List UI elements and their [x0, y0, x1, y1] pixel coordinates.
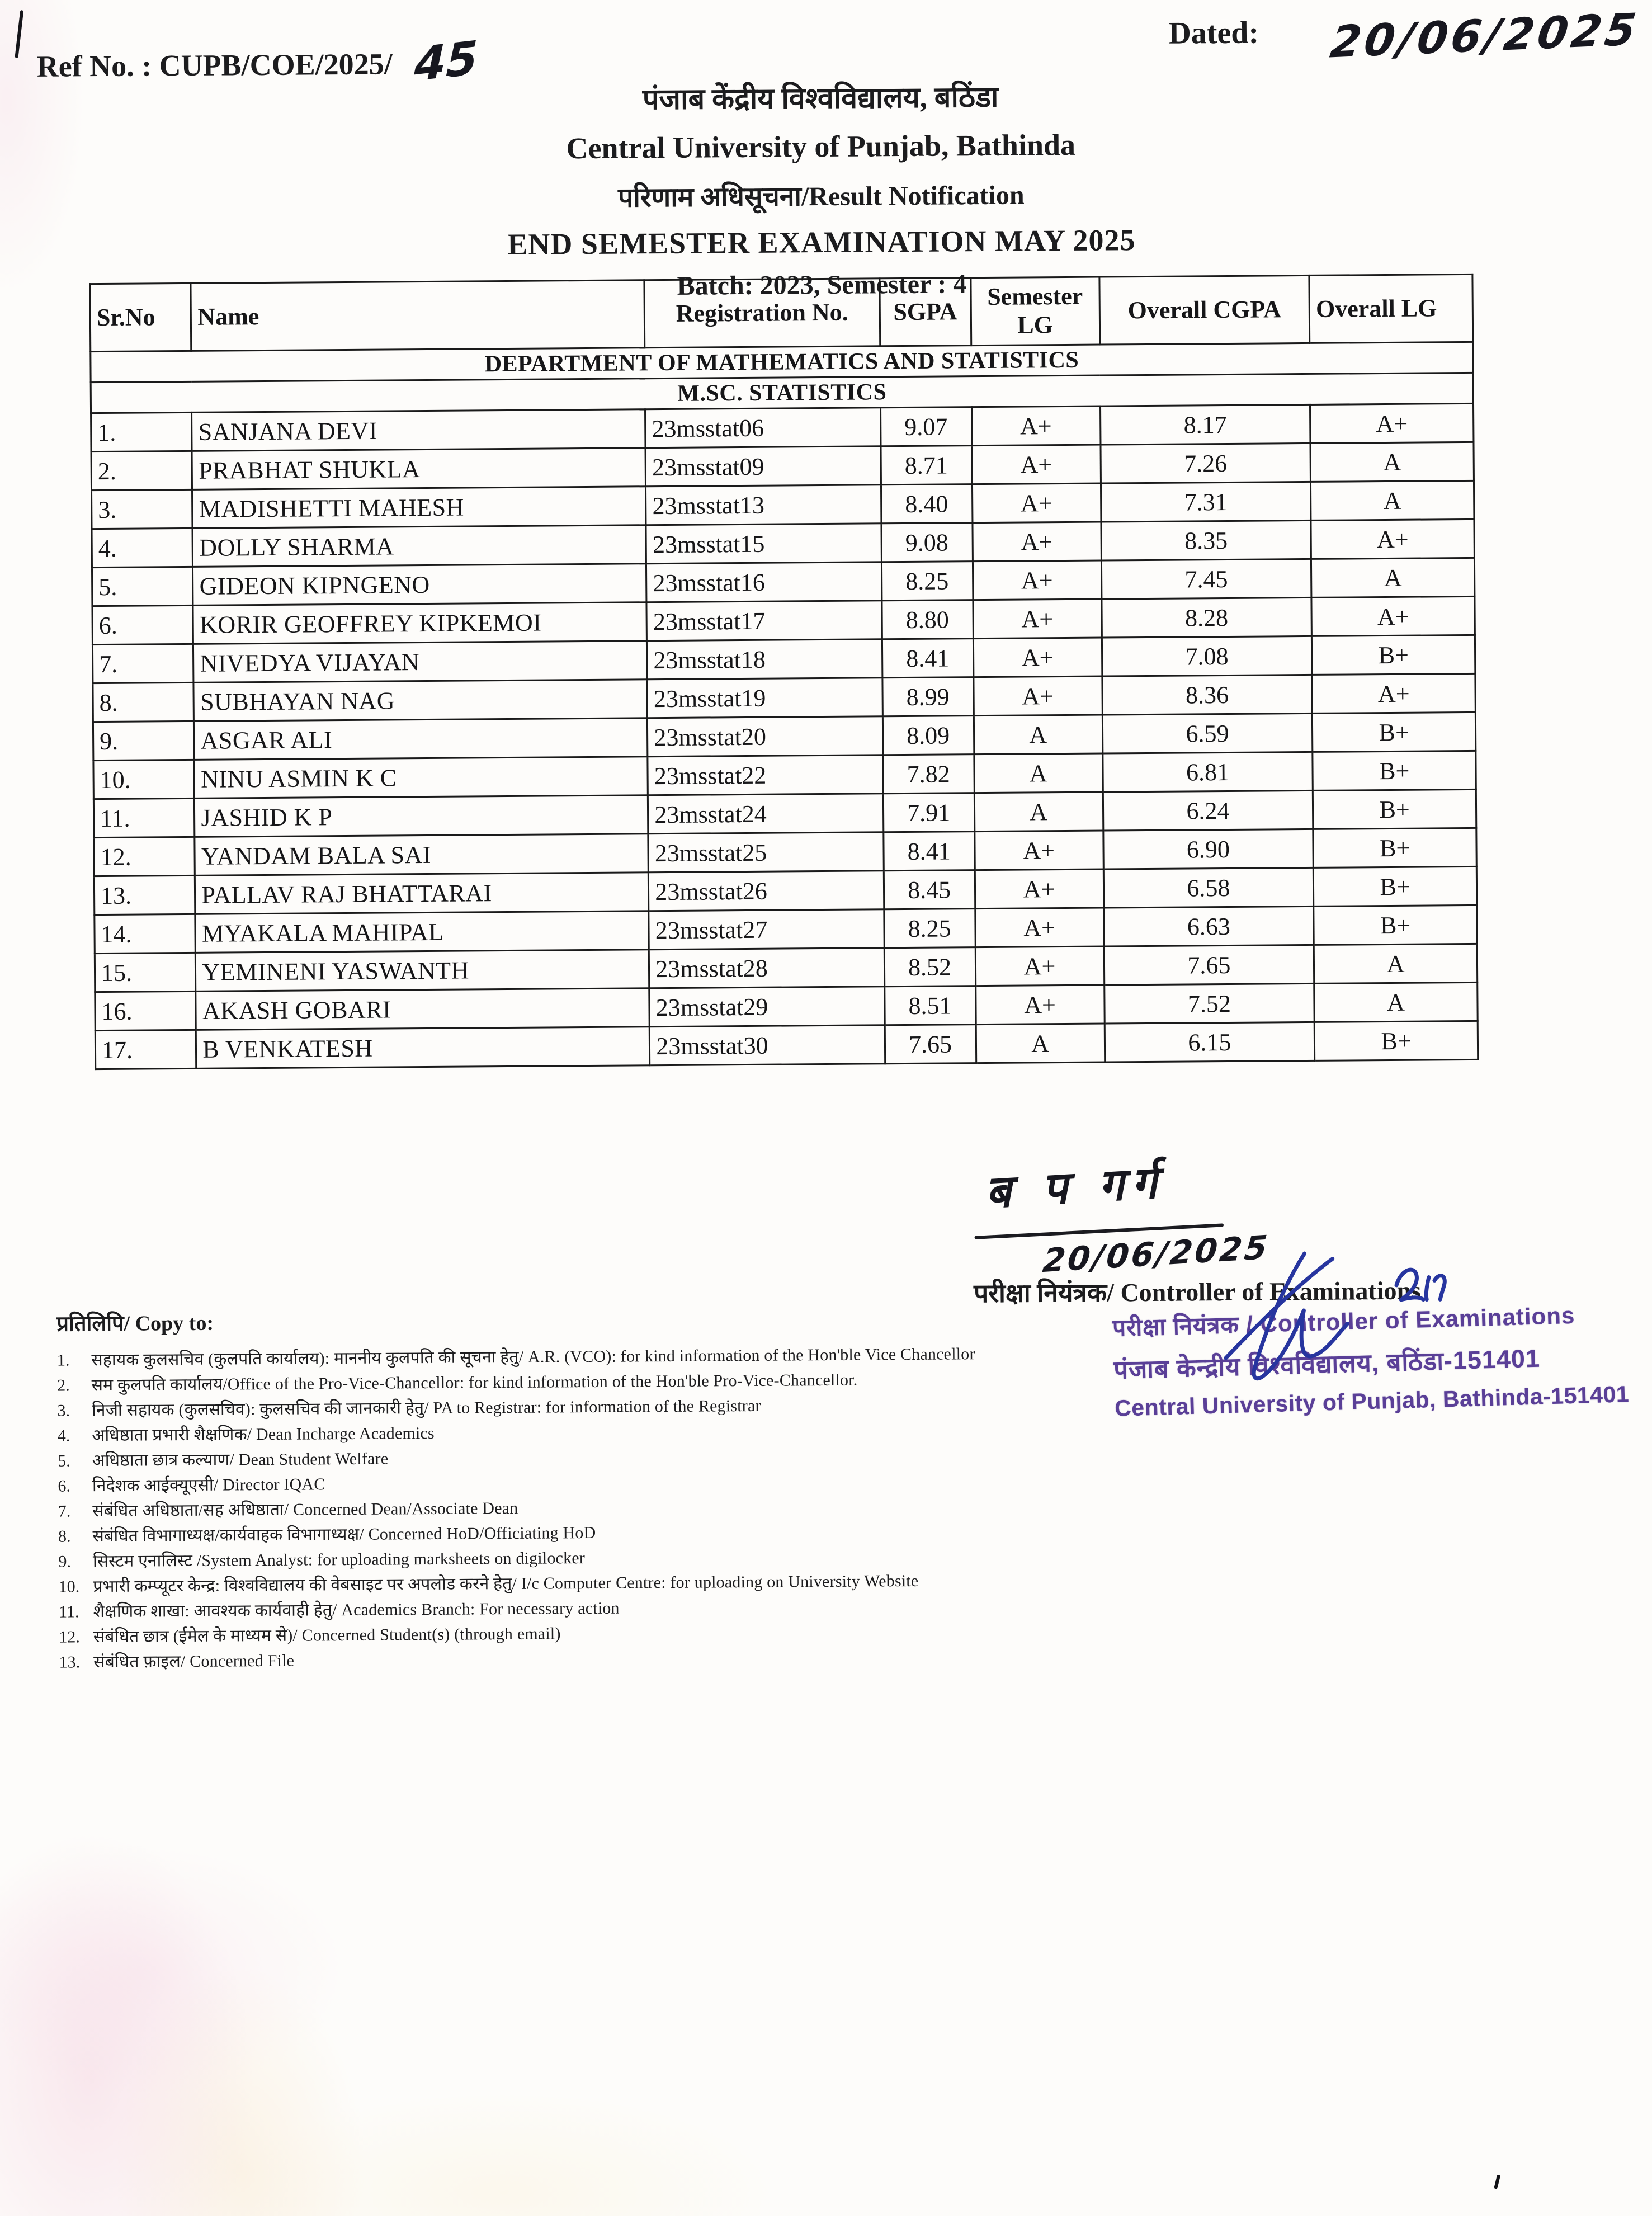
- table-header-row: [90, 274, 1473, 351]
- result-rows: [91, 403, 1478, 1069]
- copy-to-item-text: सिस्टम एनालिस्ट /System Analyst: for uploading marksheets on digilocker: [92, 1549, 586, 1571]
- cell-sgpa: 8.09: [882, 716, 974, 755]
- cell-srno: 1.: [91, 412, 192, 451]
- cell-overall-lg: A+: [1311, 596, 1475, 636]
- copy-to-list: [57, 1341, 978, 1675]
- ref-number-handwritten: 45: [413, 31, 479, 92]
- cell-registration: 23msstat18: [647, 639, 882, 680]
- cell-semester-lg: A+: [974, 831, 1103, 870]
- copy-to-item-text: अधिष्ठाता छात्र कल्याण/ Dean Student Welfare: [92, 1449, 389, 1470]
- cell-registration: 23msstat25: [648, 832, 884, 873]
- cell-sgpa: 9.08: [881, 523, 973, 562]
- cell-overall-lg: A: [1314, 944, 1478, 983]
- document-header: [0, 72, 1648, 307]
- copy-to-item-number: 13.: [59, 1653, 81, 1672]
- cell-srno: 17.: [95, 1030, 196, 1069]
- cell-name: NINU ASMIN K C: [194, 757, 648, 799]
- copy-to-item-number: 1.: [56, 1351, 70, 1370]
- university-name-english: Central University of Punjab, Bathinda: [566, 128, 1076, 166]
- cell-overall-cgpa: 7.31: [1101, 482, 1311, 522]
- stamp-signature-ink: [1188, 1246, 1480, 1404]
- cell-sgpa: 8.71: [881, 446, 973, 485]
- copy-to-item-text: निजी सहायक (कुलसचिव): कुलसचिव की जानकारी हेतु/ PA to Registrar: for information of the Registrar: [91, 1396, 761, 1420]
- copy-to-heading: प्रतिलिपि/ Copy to:: [56, 1311, 214, 1336]
- cell-name: JASHID K P: [195, 795, 648, 837]
- cell-semester-lg: A+: [972, 445, 1101, 484]
- cell-semester-lg: A+: [974, 676, 1102, 716]
- notification-title: परिणाम अधिसूचना/Result Notification: [617, 180, 1025, 213]
- cell-registration: 23msstat13: [646, 485, 881, 525]
- cell-name: MYAKALA MAHIPAL: [195, 911, 649, 953]
- cell-semester-lg: A+: [973, 522, 1101, 562]
- stamp-line2: पंजाब केन्द्रीय विश्वविद्यालय, बठिंडा-151401: [1113, 1343, 1541, 1384]
- copy-to-item-text: प्रभारी कम्प्यूटर केन्द्र: विश्वविद्यालय की वेबसाइट पर अपलोड करने हेतु/ I/c Computer Centre: for uploading on University Website: [93, 1571, 919, 1596]
- column-header: Semester LG: [971, 277, 1100, 346]
- cell-srno: 15.: [95, 953, 196, 992]
- cell-overall-cgpa: 6.15: [1105, 1022, 1315, 1062]
- controller-signature-handwritten: ब प गर्ग: [984, 1156, 1167, 1219]
- cell-registration: 23msstat27: [649, 909, 884, 950]
- cell-overall-lg: B+: [1313, 751, 1476, 790]
- cell-registration: 23msstat20: [648, 716, 883, 757]
- dated-label: Dated:: [1168, 15, 1259, 51]
- cell-sgpa: 8.25: [881, 562, 973, 601]
- cell-overall-lg: B+: [1313, 712, 1476, 752]
- copy-to-item-number: 2.: [57, 1376, 70, 1395]
- cell-name: DOLLY SHARMA: [192, 525, 646, 567]
- cell-semester-lg: A: [976, 1024, 1105, 1063]
- cell-name: PALLAV RAJ BHATTARAI: [195, 873, 649, 914]
- result-table: [89, 274, 1479, 1070]
- cell-srno: 16.: [95, 991, 196, 1030]
- cell-overall-cgpa: 7.52: [1104, 983, 1314, 1024]
- cell-registration: 23msstat17: [646, 601, 882, 641]
- cell-overall-lg: B+: [1314, 1021, 1478, 1060]
- cell-sgpa: 8.25: [884, 909, 975, 948]
- cell-overall-cgpa: 7.26: [1101, 443, 1311, 483]
- copy-to-item-text: अधिष्ठाता प्रभारी शैक्षणिक/ Dean Incharge Academics: [92, 1423, 435, 1445]
- cell-name: ASGAR ALI: [194, 718, 648, 760]
- program-header: M.SC. STATISTICS: [91, 373, 1473, 413]
- cell-srno: 9.: [93, 721, 194, 760]
- cell-semester-lg: A+: [973, 599, 1102, 639]
- copy-to-item-number: 7.: [58, 1502, 71, 1521]
- cell-overall-cgpa: 8.36: [1102, 675, 1312, 715]
- copy-to-section: [56, 1302, 977, 1675]
- cell-name: PRABHAT SHUKLA: [192, 448, 645, 490]
- cell-sgpa: 8.40: [881, 484, 973, 524]
- copy-to-item-text: सम कुलपति कार्यालय/Office of the Pro-Vice-Chancellor: for kind information of the Hon'ble Pro-Vice-Chancellor.: [91, 1370, 858, 1395]
- cell-overall-lg: B+: [1313, 828, 1476, 867]
- cell-overall-lg: A: [1314, 982, 1478, 1022]
- cell-srno: 7.: [92, 644, 193, 683]
- cell-overall-lg: B+: [1314, 866, 1477, 906]
- cell-overall-cgpa: 7.65: [1104, 945, 1314, 985]
- cell-srno: 13.: [94, 875, 195, 914]
- cell-overall-lg: B+: [1312, 635, 1475, 675]
- cell-registration: 23msstat16: [646, 562, 882, 602]
- cell-name: KORIR GEOFFREY KIPKEMOI: [193, 602, 646, 644]
- cell-srno: 3.: [92, 489, 193, 529]
- copy-to-item-number: 5.: [58, 1451, 70, 1470]
- copy-to-item-text: शैक्षणिक शाखा: आवश्यक कार्यवाही हेतु/ Academics Branch: For necessary action: [93, 1599, 620, 1621]
- cell-overall-lg: B+: [1313, 789, 1476, 829]
- copy-to-item-number: 10.: [58, 1577, 80, 1596]
- cell-registration: 23msstat19: [647, 678, 882, 718]
- cell-sgpa: 8.80: [881, 600, 973, 639]
- cell-semester-lg: A+: [973, 560, 1101, 600]
- stamp-line3: Central University of Punjab, Bathinda-151401: [1114, 1381, 1630, 1421]
- cell-overall-lg: A: [1311, 480, 1474, 520]
- cell-srno: 6.: [92, 605, 193, 644]
- copy-to-item-text: संबंधित विभागाध्यक्ष/कार्यवाहक विभागाध्यक्ष/ Concerned HoD/Officiating HoD: [92, 1523, 596, 1546]
- cell-name: B VENKATESH: [196, 1027, 650, 1069]
- cell-sgpa: 8.99: [882, 677, 974, 716]
- cell-name: YANDAM BALA SAI: [195, 834, 648, 876]
- batch-semester-line: Batch: 2023, Semester : 4: [677, 269, 967, 301]
- exam-title: END SEMESTER EXAMINATION MAY 2025: [507, 223, 1136, 261]
- signature-date-handwritten: 20/06/2025: [1041, 1228, 1271, 1280]
- cell-overall-lg: B+: [1314, 905, 1477, 945]
- cell-overall-lg: A: [1311, 558, 1475, 597]
- cell-sgpa: 7.82: [882, 755, 974, 794]
- cell-registration: 23msstat28: [649, 948, 885, 988]
- column-header: Registration No.: [644, 279, 880, 348]
- cell-semester-lg: A: [974, 753, 1102, 793]
- cell-srno: 14.: [95, 914, 196, 953]
- cell-semester-lg: A+: [972, 483, 1101, 523]
- cell-srno: 11.: [93, 798, 195, 837]
- copy-to-item-number: 9.: [58, 1552, 72, 1571]
- copy-to-item-text: सहायक कुलसचिव (कुलपति कार्यालय): माननीय कुलपति की सूचना हेतु/ A.R. (VCO): for kind information of the Hon'ble Vice Chancellor: [91, 1345, 975, 1370]
- cell-name: MADISHETTI MAHESH: [192, 487, 646, 529]
- cell-overall-cgpa: 6.59: [1102, 713, 1313, 753]
- cell-overall-cgpa: 8.17: [1100, 404, 1310, 445]
- copy-to-item-number: 4.: [57, 1426, 70, 1445]
- pen-mark-small-icon: [1494, 2174, 1500, 2189]
- copy-to-item-number: 6.: [58, 1477, 71, 1496]
- copy-to-item-text: निदेशक आईक्यूएसी/ Director IQAC: [92, 1475, 325, 1496]
- cell-semester-lg: A: [974, 792, 1103, 832]
- cell-name: GIDEON KIPNGENO: [193, 564, 646, 606]
- copy-to-item-number: 3.: [57, 1401, 70, 1420]
- column-header: Overall LG: [1309, 274, 1473, 343]
- controller-designation: परीक्षा नियंत्रक/ Controller of Examinations: [973, 1276, 1422, 1308]
- column-header: SGPA: [879, 278, 971, 346]
- cell-overall-lg: A+: [1312, 673, 1475, 713]
- cell-srno: 5.: [92, 567, 193, 606]
- cell-sgpa: 8.41: [882, 639, 974, 678]
- cell-overall-cgpa: 6.24: [1103, 790, 1313, 831]
- ref-label: Ref No. : CUPB/COE/2025/: [36, 47, 393, 83]
- university-name-hindi: पंजाब केंद्रीय विश्वविद्यालय, बठिंडा: [642, 81, 999, 116]
- column-header: Sr.No: [90, 283, 191, 351]
- cell-semester-lg: A+: [975, 985, 1104, 1025]
- cell-overall-cgpa: 6.58: [1103, 867, 1314, 908]
- cell-registration: 23msstat24: [648, 794, 884, 834]
- cell-semester-lg: A+: [975, 869, 1103, 909]
- cell-semester-lg: A+: [971, 406, 1100, 446]
- cell-overall-lg: A: [1310, 442, 1474, 482]
- cell-registration: 23msstat30: [650, 1025, 885, 1065]
- signature-block: [952, 1147, 1512, 1308]
- cell-registration: 23msstat06: [645, 408, 881, 448]
- copy-to-item-number: 8.: [58, 1527, 71, 1546]
- cell-registration: 23msstat22: [648, 755, 883, 795]
- dated-value-handwritten: 20/06/2025: [1327, 4, 1642, 68]
- copy-to-item-text: संबंधित फ़ाइल/ Concerned File: [93, 1651, 295, 1672]
- cell-overall-lg: A+: [1310, 403, 1474, 443]
- cell-sgpa: 7.65: [885, 1025, 976, 1064]
- cell-overall-lg: A+: [1311, 519, 1474, 559]
- copy-to-item-number: 11.: [58, 1602, 79, 1621]
- cell-overall-cgpa: 6.63: [1103, 906, 1314, 946]
- pen-mark-icon: [15, 10, 23, 58]
- cell-name: SUBHAYAN NAG: [193, 680, 647, 722]
- cell-name: AKASH GOBARI: [196, 988, 649, 1030]
- cell-semester-lg: A+: [975, 908, 1103, 947]
- ref-number-line: [36, 31, 479, 92]
- department-header: DEPARTMENT OF MATHEMATICS AND STATISTICS: [91, 342, 1473, 382]
- cell-sgpa: 8.41: [883, 832, 975, 871]
- cell-srno: 2.: [91, 451, 192, 490]
- copy-to-item-number: 12.: [59, 1628, 80, 1647]
- cell-srno: 10.: [93, 760, 195, 799]
- cell-name: YEMINENI YASWANTH: [196, 950, 649, 992]
- cell-overall-cgpa: 7.45: [1101, 559, 1311, 599]
- cell-srno: 12.: [94, 837, 195, 876]
- cell-registration: 23msstat29: [649, 987, 885, 1027]
- cell-semester-lg: A+: [973, 638, 1102, 677]
- column-header: Overall CGPA: [1099, 275, 1310, 345]
- cell-sgpa: 7.91: [883, 793, 975, 832]
- cell-srno: 8.: [93, 682, 194, 722]
- cell-sgpa: 8.51: [884, 986, 976, 1025]
- cell-overall-cgpa: 8.28: [1101, 597, 1311, 638]
- cell-semester-lg: A+: [975, 946, 1104, 986]
- cell-registration: 23msstat15: [646, 524, 881, 564]
- cell-name: SANJANA DEVI: [192, 409, 645, 451]
- cell-srno: 4.: [92, 528, 193, 567]
- cell-registration: 23msstat09: [645, 446, 881, 487]
- copy-to-item-text: संबंधित छात्र (ईमेल के माध्यम से)/ Concerned Student(s) (through email): [93, 1624, 561, 1647]
- cell-registration: 23msstat26: [649, 871, 884, 911]
- cell-sgpa: 8.45: [884, 870, 975, 909]
- cell-sgpa: 8.52: [884, 947, 976, 987]
- cell-sgpa: 9.07: [880, 407, 972, 446]
- cell-name: NIVEDYA VIJAYAN: [193, 641, 647, 683]
- cell-overall-cgpa: 6.90: [1103, 829, 1313, 869]
- cell-semester-lg: A: [974, 715, 1102, 755]
- stamp-line1: परीक्षा नियंत्रक / Controller of Examinations: [1112, 1302, 1575, 1341]
- cell-overall-cgpa: 7.08: [1102, 636, 1312, 676]
- column-header: Name: [191, 280, 645, 351]
- cell-overall-cgpa: 8.35: [1101, 520, 1311, 560]
- cell-overall-cgpa: 6.81: [1102, 752, 1313, 792]
- copy-to-item-text: संबंधित अधिष्ठाता/सह अधिष्ठाता/ Concerned Dean/Associate Dean: [92, 1498, 518, 1521]
